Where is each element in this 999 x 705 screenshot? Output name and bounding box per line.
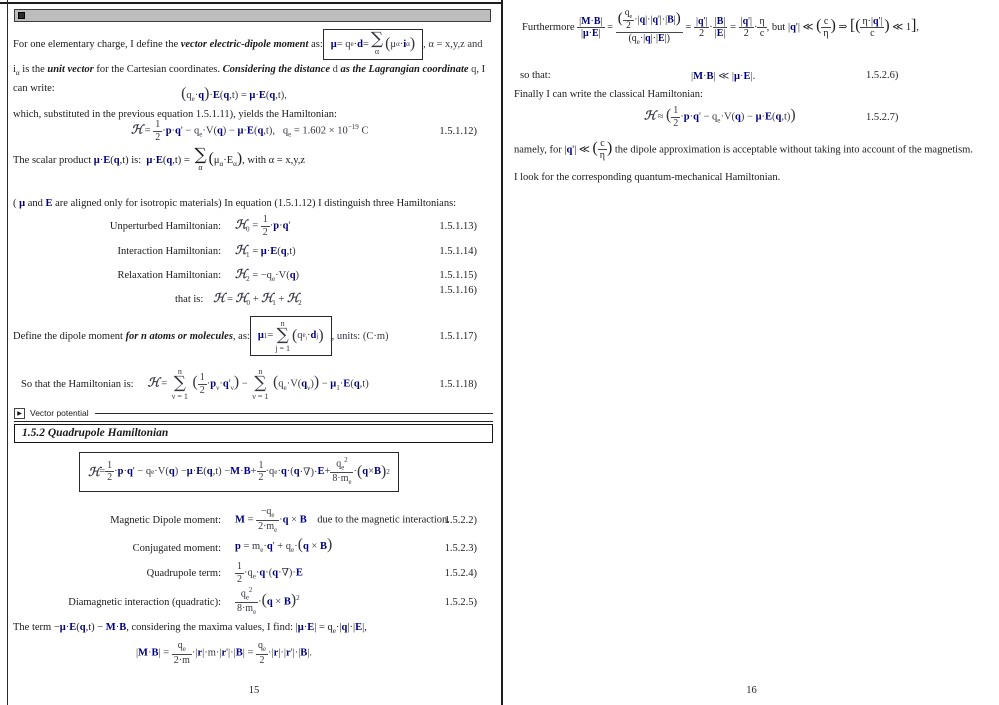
collapsible-section-vector-potential [14, 407, 493, 419]
equation-label: Unperturbed Hamiltonian: [109, 220, 221, 232]
boxed-equation-dipole-moment: μ = q e · d = ∑ α ( μ α · i α ) [323, 29, 423, 60]
equation: M = $\frac{-q_e}{2\cdot m_e}$ ·q × B due to the magnetic interaction. [235, 505, 450, 534]
equation-row-magnetic-dipole [13, 505, 495, 535]
equation-number: 1.5.1.17) [439, 330, 477, 342]
expand-triangle-icon[interactable]: ▶ [14, 408, 25, 419]
equation-number: 1.5.2.6) [866, 70, 899, 81]
paragraph-furthermore: Furthermore $\frac{|M\cdot B|}{|\mu\cdot E|}$ = ( $\frac{q_e}{2}$ ·|q|·|q'|·|B|) $(q_e\cdot|q|\cdot|E|)$ = $\frac{|q'|}{2}$ · $\frac{|B|}{|E|}$ = $\frac{|q'|}{2}$ · $\frac{\eta}{c}$ , but |q'| ≪ ( $\frac{c}{\eta}$ ) ⇒ [( $\frac{\eta\cdot|q'|}{c}$ ) ≪ 1], [522, 8, 919, 47]
equation: $\frac{1}{2}$ $\cdot q_e\cdot q\cdot(q\cdot\nabla)\cdot E$ [237, 561, 303, 585]
equation-row-hamiltonian-sum [13, 360, 495, 408]
paragraph-aligned-isotropic: ( μ and E are aligned only for isotropic materials) In equation (1.5.1.12) I distinguish three Hamiltonians: [13, 198, 457, 209]
emphasis-text: for n atoms or molecules [125, 330, 233, 342]
equation: ℋ ≈ ( $\frac{1}{2}$ $\cdot p\cdot q' - q_e\cdot V(q) - \mu\cdot E(q,t)$) [644, 105, 796, 129]
equation-label: Interaction Hamiltonian: [117, 245, 221, 257]
equation-number: 1.5.1.12) [439, 125, 477, 137]
equation-row-that-is [13, 285, 495, 309]
equation-label: Conjugated moment: [132, 542, 221, 554]
equation-row-conjugated-moment [13, 536, 495, 560]
equation-units: , units: (C·m) [331, 330, 389, 342]
collapsible-section-label[interactable]: Vector potential [30, 408, 89, 418]
equation: ℋ = $\frac{1}{2}$ $\cdot p\cdot q' - q_e\cdot V(q) - \mu\cdot E(q,t)$, $q_e = 1.602 \times 10^{-19}$ C [131, 119, 369, 143]
boxed-equation-quadrupole-hamiltonian: ℋ = 1 2 · p · q ' − q e ·V( q ) − μ · E ( q ,t) − M · B + 1 2 ·q e · q ·( q ·∇)· E + $q_e^2$ $8\cdot m_e$ · ( q × B ) 2 [79, 452, 399, 492]
paragraph-scalar-product: The scalar product μ·E(q,t) is: μ·E(q,t) = ∑ α $(\mu_\alpha\cdot E_\alpha)$, with α = x,y,z [13, 145, 306, 173]
equation: $p = m_e\cdot q' + q_e\cdot(q \times B)$ [235, 536, 333, 555]
equation: ℋ$_0$ = $\frac{1}{2}$ ·p·q' [235, 214, 291, 238]
equation-number: 1.5.1.16) [439, 285, 477, 296]
equation: ℋ = ℋ$_0$ + ℋ$_1$ + ℋ$_2$ [213, 290, 302, 308]
page-number-left: 15 [248, 685, 260, 696]
equation-number: 1.5.2.7) [866, 111, 899, 123]
paragraph-namely: namely, for |q'| ≪ ( $\frac{c}{\eta}$ ) the dipole approximation is acceptable without taking into account of the magnetism. [514, 138, 973, 162]
equation-number: 1.5.1.15) [439, 269, 477, 281]
equation-number: 1.5.2.2) [444, 514, 477, 526]
equation-label: Diamagnetic interaction (quadratic): [68, 596, 221, 608]
equation-tail: , α = x,y,z and [423, 38, 483, 50]
equation-number: 1.5.1.18) [439, 378, 477, 390]
collapsed-area-icon[interactable] [18, 12, 25, 19]
equation: ℋ$_1$ = μ·E(q,t) [235, 242, 296, 260]
paragraph-dipole-definition [13, 29, 495, 60]
equation-label: that is: [175, 293, 204, 305]
equation-number: 1.5.2.3) [444, 542, 477, 554]
paragraph-unit-vector: $i_\alpha$ is the unit vector for the Cartesian coordinates. Considering the distance d as the Lagrangian coordinate q, I can write: [13, 64, 486, 95]
equation-row-1-5-2-7 [506, 100, 997, 134]
page-right [506, 0, 997, 705]
emphasis-text: vector electric-dipole moment [180, 38, 309, 50]
equation-quadrupole-hamiltonian-wrap [43, 452, 435, 492]
equation-row-interaction [13, 239, 495, 263]
equation-label: Magnetic Dipole moment: [110, 514, 221, 526]
equation-row-quadrupole-term [13, 560, 495, 586]
equation-row-1-5-2-6 [506, 70, 997, 86]
boxed-equation-dipole-n-atoms: μ 1 = n ∑ j = 1 ( q $e_j$ · d j ) [250, 316, 332, 356]
equation: |M·B| ≪ |μ·E|. [691, 71, 756, 82]
equation-label: so that: [520, 70, 551, 81]
equation: ℋ$_2$ = $-q_e\cdot V(q)$ [235, 266, 300, 284]
equation-label: Quadrupole term: [146, 567, 221, 579]
equation-row-unperturbed [13, 213, 495, 239]
paragraph-text: Define the dipole moment for n atoms or molecules, as: [13, 330, 250, 342]
paragraph-text: For one elementary charge, I define the vector electric-dipole moment as: [13, 38, 323, 50]
equation-number: 1.5.2.4) [444, 567, 477, 579]
left-page-border [7, 0, 8, 705]
paragraph-look-for: I look for the corresponding quantum-mechanical Hamiltonian. [514, 172, 781, 183]
collapsed-area-bar[interactable] [14, 9, 491, 22]
equation: $\frac{q_e^2}{8\cdot m_e}$ $\cdot(q \times B)^2$ [237, 587, 300, 617]
paragraph-finally: Finally I can write the classical Hamiltonian: [514, 89, 703, 100]
equation-label: So that the Hamiltonian is: [21, 378, 134, 390]
page-left [13, 0, 495, 705]
section-heading-topline [14, 421, 493, 422]
collapsible-section-rule [95, 413, 493, 414]
equation-row-diamagnetic [13, 586, 495, 618]
paragraph-term-maxima: The term −μ·E(q,t) − M·B, considering the maxima values, I find: $|\mu\cdot E| = q_e\cdot|q|\cdot|E|$, [13, 622, 367, 636]
equation-row-define-dipole [13, 310, 495, 362]
equation-number: 1.5.2.5) [444, 596, 477, 608]
page-divider [501, 0, 503, 705]
section-title: 1.5.2 Quadrupole Hamiltonian [22, 427, 169, 439]
equation-row-relaxation [13, 263, 495, 287]
equation-label: Relaxation Hamiltonian: [117, 269, 221, 281]
equation: ℋ = n ∑ ν = 1 ( $\frac{1}{2}$ $\cdot p_\nu\cdot q'_\nu$) − n ∑ ν = 1 $(q_e\cdot V(q_\nu)) - \mu_1\cdot E(q,t)$ [147, 366, 369, 401]
equation-mb-magnitude: |M·B| = $\frac{q_e}{2\cdot m}$ ·|r|·m·|r'|·|B| = $\frac{q_e}{2}$ ·|r|·|r'|·|B|. [135, 640, 313, 666]
section-heading-quadrupole [14, 424, 493, 443]
equation-number: 1.5.1.14) [439, 245, 477, 257]
equation-row-1-5-1-12 [13, 117, 495, 145]
equation-number: 1.5.1.13) [439, 220, 477, 232]
page-number-right: 16 [746, 685, 757, 696]
equation-lagrangian: $(q_e\cdot q)\cdot E(q,t) = \mu\cdot E(q,t)$, [181, 85, 287, 104]
paragraph-which-substituted: which, substituted in the previous equation 1.5.1.11), yields the Hamiltonian: [13, 109, 337, 120]
